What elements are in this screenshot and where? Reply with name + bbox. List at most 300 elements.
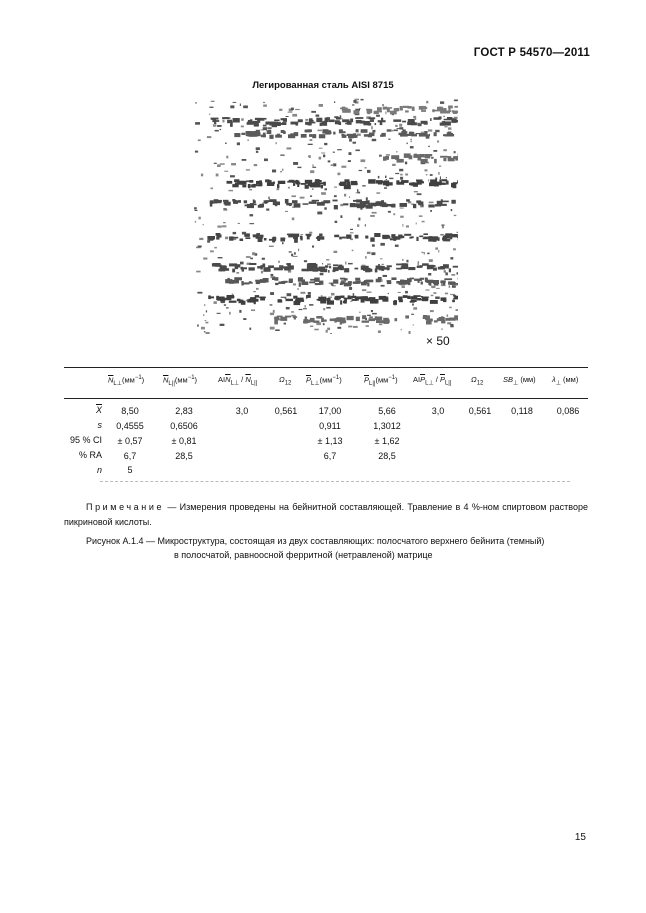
micrograph-speckle bbox=[276, 142, 277, 144]
micrograph-speckle bbox=[263, 125, 267, 127]
micrograph-band-grain bbox=[207, 236, 214, 240]
micrograph-speckle bbox=[340, 204, 343, 206]
micrograph-speckle bbox=[323, 323, 325, 325]
micrograph-band-grain bbox=[381, 267, 384, 271]
micrograph-band-grain bbox=[299, 282, 301, 287]
micrograph-band-grain bbox=[301, 134, 307, 138]
micrograph-band-grain bbox=[220, 268, 225, 272]
micrograph-band-grain bbox=[253, 236, 259, 238]
micrograph-band-grain bbox=[272, 277, 277, 280]
micrograph-band-grain bbox=[425, 278, 428, 280]
micrograph-speckle bbox=[349, 139, 352, 142]
micrograph-band-grain bbox=[372, 130, 375, 133]
micrograph-band-grain bbox=[233, 200, 237, 203]
micrograph-band-grain bbox=[258, 205, 263, 208]
micrograph-band-grain bbox=[232, 269, 235, 273]
micrograph-speckle bbox=[457, 278, 458, 279]
micrograph-band-grain bbox=[333, 264, 338, 266]
micrograph-band-grain bbox=[445, 318, 450, 321]
micrograph-band-grain bbox=[369, 117, 376, 119]
micrograph-speckle bbox=[371, 126, 373, 129]
micrograph-band-grain bbox=[222, 117, 229, 119]
micrograph-band-grain bbox=[366, 200, 370, 204]
micrograph-speckle bbox=[308, 292, 311, 295]
micrograph-band-grain bbox=[321, 297, 326, 301]
micrograph-speckle bbox=[414, 191, 418, 192]
micrograph-speckle bbox=[437, 141, 439, 143]
micrograph-band-grain bbox=[317, 299, 321, 301]
micrograph-speckle bbox=[209, 107, 213, 108]
micrograph-band-grain bbox=[440, 110, 446, 114]
micrograph-band-grain bbox=[434, 117, 441, 120]
micrograph-band-grain bbox=[423, 297, 429, 299]
micrograph-speckle bbox=[388, 293, 389, 294]
micrograph-band-grain bbox=[362, 315, 366, 319]
micrograph-speckle bbox=[371, 310, 373, 312]
micrograph-speckle bbox=[418, 261, 420, 264]
micrograph-speckle bbox=[304, 260, 307, 262]
micrograph-speckle bbox=[312, 164, 313, 167]
micrograph-speckle bbox=[292, 218, 295, 221]
row-label-ra: % RA bbox=[78, 450, 102, 460]
header-omega-2: $\Omega_{12}$ bbox=[471, 375, 484, 387]
micrograph-speckle bbox=[322, 263, 323, 264]
micrograph-speckle bbox=[410, 139, 412, 141]
micrograph-band-grain bbox=[384, 319, 389, 324]
micrograph-band-grain bbox=[310, 318, 315, 322]
micrograph-speckle bbox=[254, 164, 258, 166]
figure-title: Легированная сталь AISI 8715 bbox=[252, 80, 394, 91]
micrograph-speckle bbox=[217, 125, 222, 127]
micrograph-speckle bbox=[217, 313, 221, 314]
micrograph-band-grain bbox=[291, 122, 299, 125]
micrograph-band-grain bbox=[456, 318, 458, 321]
table-cell: 3,0 bbox=[235, 406, 249, 416]
micrograph-band-grain bbox=[361, 129, 368, 133]
micrograph-speckle bbox=[195, 221, 196, 223]
micrograph-speckle bbox=[198, 246, 202, 248]
micrograph-band-grain bbox=[340, 267, 344, 270]
micrograph-band-grain bbox=[214, 122, 216, 124]
table-cell: ± 0,81 bbox=[171, 436, 197, 446]
micrograph-band-grain bbox=[369, 297, 376, 301]
micrograph-speckle bbox=[211, 188, 213, 190]
micrograph-speckle bbox=[405, 174, 408, 176]
micrograph-speckle bbox=[381, 285, 385, 287]
micrograph-speckle bbox=[430, 174, 433, 176]
micrograph-speckle bbox=[249, 189, 252, 190]
micrograph-band-grain bbox=[424, 131, 427, 135]
micrograph-speckle bbox=[372, 244, 375, 246]
micrograph-band-grain bbox=[346, 235, 351, 239]
micrograph-band-grain bbox=[295, 135, 298, 137]
micrograph-speckle bbox=[399, 124, 402, 127]
micrograph-band-grain bbox=[319, 134, 325, 138]
micrograph-band-grain bbox=[421, 159, 428, 163]
micrograph-band-grain bbox=[313, 182, 316, 185]
micrograph-speckle bbox=[210, 250, 214, 252]
micrograph-band-grain bbox=[298, 277, 303, 282]
magnification-label: × 50 bbox=[426, 334, 450, 348]
micrograph-band-grain bbox=[318, 119, 323, 122]
micrograph-band-grain bbox=[442, 179, 447, 181]
micrograph-speckle bbox=[425, 169, 428, 171]
micrograph-band-grain bbox=[431, 265, 436, 267]
micrograph-band-grain bbox=[278, 181, 286, 184]
micrograph-speckle bbox=[401, 329, 402, 331]
micrograph-speckle bbox=[330, 333, 332, 334]
micrograph-band-grain bbox=[357, 117, 364, 119]
micrograph-speckle bbox=[291, 108, 294, 110]
micrograph-speckle bbox=[440, 101, 444, 104]
micrograph-speckle bbox=[251, 310, 255, 311]
standard-code: ГОСТ Р 54570—2011 bbox=[473, 47, 590, 59]
micrograph-band-grain bbox=[325, 118, 328, 122]
micrograph-band-grain bbox=[257, 118, 263, 120]
micrograph-speckle bbox=[378, 176, 380, 179]
micrograph-speckle bbox=[205, 322, 208, 324]
micrograph-band-grain bbox=[411, 296, 418, 299]
micrograph-speckle bbox=[449, 285, 451, 287]
micrograph-band-grain bbox=[355, 278, 360, 281]
table-cell: 0,6506 bbox=[170, 421, 198, 431]
micrograph-band-grain bbox=[387, 282, 391, 284]
micrograph-band-grain bbox=[339, 183, 345, 185]
micrograph-speckle bbox=[194, 207, 197, 209]
micrograph-band-grain bbox=[358, 205, 366, 208]
micrograph-band-grain bbox=[420, 154, 425, 157]
micrograph-speckle bbox=[428, 129, 432, 131]
micrograph-speckle bbox=[427, 253, 429, 255]
micrograph-speckle bbox=[243, 318, 246, 320]
micrograph-band-grain bbox=[280, 123, 286, 125]
micrograph-speckle bbox=[329, 266, 331, 269]
micrograph-band-grain bbox=[355, 268, 359, 270]
micrograph-band-grain bbox=[261, 135, 266, 138]
micrograph-speckle bbox=[353, 293, 355, 296]
micrograph-band-grain bbox=[234, 277, 242, 280]
micrograph-speckle bbox=[284, 323, 286, 325]
note-text: — Измерения проведены на бейнитной составляющей. Травление в 4 %-ном спиртовом растворе пикриновой кислоты. bbox=[64, 502, 588, 527]
micrograph-band-grain bbox=[309, 134, 312, 137]
micrograph-band-grain bbox=[365, 298, 369, 301]
row-label-s: s bbox=[97, 420, 102, 430]
micrograph-speckle bbox=[457, 272, 459, 274]
micrograph-speckle bbox=[248, 139, 249, 141]
micrograph-speckle bbox=[438, 250, 439, 253]
micrograph-band-grain bbox=[387, 267, 389, 270]
micrograph-band-grain bbox=[376, 320, 384, 323]
micrograph-speckle bbox=[198, 139, 201, 141]
micrograph-speckle bbox=[242, 159, 247, 161]
micrograph-speckle bbox=[334, 251, 338, 253]
micrograph-speckle bbox=[225, 237, 228, 240]
micrograph-speckle bbox=[367, 292, 372, 293]
micrograph-speckle bbox=[325, 188, 328, 190]
table-cell: 17,00 bbox=[318, 406, 342, 416]
micrograph-speckle bbox=[236, 272, 239, 274]
micrograph-speckle bbox=[223, 222, 226, 223]
micrograph-speckle bbox=[310, 139, 313, 140]
micrograph-band-grain bbox=[403, 134, 410, 136]
micrograph-band-grain bbox=[391, 205, 393, 207]
micrograph-band-grain bbox=[401, 280, 403, 282]
micrograph-band-grain bbox=[356, 199, 362, 202]
header-omega-1: $\Omega_{12}$ bbox=[279, 375, 292, 387]
micrograph-band-grain bbox=[443, 158, 446, 161]
micrograph-speckle bbox=[424, 252, 425, 255]
table-cell: 28,5 bbox=[175, 451, 193, 461]
micrograph-speckle bbox=[395, 173, 399, 174]
micrograph-speckle bbox=[319, 104, 323, 107]
micrograph-band-grain bbox=[379, 155, 382, 157]
micrograph-speckle bbox=[334, 187, 337, 188]
micrograph-speckle bbox=[335, 221, 338, 223]
micrograph-band-grain bbox=[394, 300, 397, 302]
micrograph-speckle bbox=[392, 130, 393, 132]
micrograph-band-grain bbox=[344, 298, 347, 302]
micrograph-speckle bbox=[372, 212, 377, 214]
micrograph-band-grain bbox=[285, 199, 289, 204]
micrograph-speckle bbox=[406, 260, 408, 263]
micrograph-speckle bbox=[428, 273, 431, 276]
micrograph-speckle bbox=[291, 195, 296, 197]
micrograph-speckle bbox=[240, 104, 241, 107]
micrograph-band-grain bbox=[422, 122, 425, 124]
header-ai-p: $AI\overline{P}_{L\perp} / \overline{P}_{L||}$ bbox=[413, 375, 452, 387]
micrograph-band-grain bbox=[367, 283, 369, 287]
micrograph-band-grain bbox=[343, 203, 348, 205]
micrograph-band-grain bbox=[235, 266, 238, 269]
micrograph-speckle bbox=[430, 310, 434, 312]
micrograph-speckle bbox=[372, 139, 377, 141]
micrograph-speckle bbox=[411, 141, 412, 142]
micrograph-band-grain bbox=[412, 107, 415, 111]
micrograph-speckle bbox=[435, 247, 438, 249]
micrograph-band-grain bbox=[401, 131, 407, 133]
micrograph-speckle bbox=[297, 167, 301, 168]
micrograph-band-grain bbox=[287, 234, 292, 236]
micrograph-speckle bbox=[196, 271, 200, 273]
micrograph-speckle bbox=[357, 224, 359, 227]
micrograph-band-grain bbox=[298, 119, 303, 122]
micrograph-speckle bbox=[352, 250, 354, 252]
micrograph-band-grain bbox=[382, 235, 387, 239]
micrograph-speckle bbox=[206, 310, 207, 312]
micrograph-band-grain bbox=[384, 180, 389, 182]
table-cell: 3,0 bbox=[431, 406, 445, 416]
micrograph-band-grain bbox=[315, 283, 321, 285]
micrograph-speckle bbox=[220, 324, 225, 326]
micrograph-band-grain bbox=[333, 200, 338, 202]
micrograph-band-grain bbox=[404, 280, 410, 284]
micrograph-band-grain bbox=[400, 106, 403, 111]
micrograph-speckle bbox=[287, 147, 292, 149]
micrograph-speckle bbox=[406, 225, 409, 227]
micrograph-band-grain bbox=[361, 300, 365, 302]
micrograph-band-grain bbox=[396, 281, 400, 284]
micrograph-band-grain bbox=[340, 321, 342, 325]
micrograph-speckle bbox=[362, 185, 366, 186]
micrograph-speckle bbox=[382, 104, 384, 106]
micrograph-band-grain bbox=[364, 201, 366, 204]
micrograph-band-grain bbox=[281, 118, 284, 120]
micrograph-band-grain bbox=[325, 265, 328, 267]
micrograph-speckle bbox=[289, 251, 292, 253]
micrograph-speckle bbox=[440, 234, 444, 235]
micrograph-band-grain bbox=[351, 135, 357, 138]
micrograph-band-grain bbox=[429, 183, 434, 187]
micrograph-speckle bbox=[451, 274, 455, 276]
micrograph-speckle bbox=[214, 163, 217, 164]
header-p-par: $\overline{P}_{L||}(мм^{-1})$ bbox=[364, 375, 398, 387]
micrograph-band-grain bbox=[377, 201, 384, 205]
micrograph-band-grain bbox=[386, 107, 392, 109]
micrograph-speckle bbox=[279, 109, 282, 111]
micrograph-speckle bbox=[402, 259, 403, 261]
micrograph-speckle bbox=[328, 270, 330, 273]
micrograph-speckle bbox=[331, 164, 334, 166]
micrograph-band-grain bbox=[262, 264, 265, 268]
micrograph-speckle bbox=[238, 223, 240, 224]
micrograph-speckle bbox=[246, 256, 251, 258]
micrograph-speckle bbox=[204, 331, 205, 332]
micrograph-speckle bbox=[261, 271, 263, 274]
micrograph-speckle bbox=[453, 248, 456, 250]
micrograph-band-grain bbox=[248, 184, 251, 188]
micrograph-speckle bbox=[285, 211, 288, 212]
micrograph-speckle bbox=[433, 292, 436, 294]
micrograph-band-grain bbox=[297, 184, 299, 187]
micrograph-speckle bbox=[250, 214, 254, 216]
micrograph-band-grain bbox=[285, 266, 291, 269]
figure-caption bbox=[86, 534, 586, 562]
micrograph-speckle bbox=[319, 148, 323, 149]
micrograph-speckle bbox=[241, 118, 244, 121]
micrograph-band-grain bbox=[274, 318, 278, 320]
micrograph-speckle bbox=[457, 232, 458, 233]
micrograph-speckle bbox=[370, 215, 375, 217]
micrograph-band-grain bbox=[213, 200, 221, 203]
micrograph-band-grain bbox=[321, 318, 324, 322]
micrograph-speckle bbox=[270, 304, 273, 305]
micrograph-speckle bbox=[447, 322, 451, 324]
micrograph-band-grain bbox=[453, 298, 458, 300]
micrograph-band-grain bbox=[309, 281, 315, 283]
micrograph-speckle bbox=[328, 297, 332, 298]
micrograph-speckle bbox=[256, 288, 259, 290]
micrograph-band-grain bbox=[331, 283, 333, 286]
micrograph-speckle bbox=[413, 116, 416, 118]
micrograph-speckle bbox=[318, 130, 322, 132]
micrograph-speckle bbox=[355, 99, 360, 101]
micrograph-speckle bbox=[230, 175, 235, 177]
micrograph-speckle bbox=[392, 164, 396, 166]
micrograph-speckle bbox=[300, 197, 305, 199]
micrograph-speckle bbox=[428, 162, 429, 164]
micrograph-band-grain bbox=[257, 266, 262, 268]
micrograph-speckle bbox=[209, 114, 210, 115]
micrograph-band-grain bbox=[413, 204, 416, 208]
micrograph-band-grain bbox=[426, 134, 430, 138]
micrograph-band-grain bbox=[232, 184, 238, 187]
micrograph-band-grain bbox=[403, 296, 411, 298]
micrograph-speckle bbox=[220, 129, 222, 130]
micrograph-band-grain bbox=[282, 266, 285, 268]
micrograph-speckle bbox=[352, 104, 354, 106]
micrograph-band-grain bbox=[422, 204, 424, 206]
micrograph-band-grain bbox=[362, 321, 369, 323]
micrograph-band-grain bbox=[246, 131, 251, 135]
micrograph-speckle bbox=[450, 257, 453, 259]
micrograph-band-grain bbox=[375, 268, 378, 272]
micrograph-speckle bbox=[421, 132, 424, 133]
micrograph-speckle bbox=[435, 178, 437, 180]
micrograph-band-grain bbox=[255, 122, 258, 125]
micrograph-band-grain bbox=[274, 120, 280, 122]
micrograph-speckle bbox=[400, 174, 402, 176]
micrograph-speckle bbox=[375, 123, 377, 125]
micrograph-speckle bbox=[359, 312, 361, 313]
micrograph-speckle bbox=[211, 101, 215, 102]
micrograph-speckle bbox=[243, 106, 248, 109]
table-cell: 0,086 bbox=[556, 406, 580, 416]
micrograph-band-grain bbox=[241, 281, 243, 286]
micrograph-speckle bbox=[349, 287, 352, 290]
micrograph-speckle bbox=[328, 160, 331, 162]
micrograph-speckle bbox=[256, 151, 258, 153]
micrograph-speckle bbox=[201, 327, 205, 330]
micrograph-band-grain bbox=[411, 236, 414, 238]
micrograph-band-grain bbox=[431, 157, 434, 159]
micrograph-speckle bbox=[295, 109, 300, 110]
micrograph-speckle bbox=[326, 307, 330, 309]
micrograph-speckle bbox=[312, 246, 314, 248]
micrograph-band-grain bbox=[317, 236, 324, 239]
micrograph-speckle bbox=[327, 264, 331, 266]
micrograph-band-grain bbox=[240, 239, 244, 242]
micrograph-speckle bbox=[327, 328, 330, 331]
micrograph-speckle bbox=[293, 162, 298, 165]
micrograph-speckle bbox=[293, 283, 296, 285]
micrograph-band-grain bbox=[369, 316, 373, 318]
micrograph-band-grain bbox=[457, 236, 458, 238]
micrograph-speckle bbox=[195, 151, 198, 153]
micrograph-band-grain bbox=[410, 301, 415, 303]
micrograph-band-grain bbox=[399, 300, 403, 303]
micrograph-band-grain bbox=[320, 269, 327, 273]
micrograph-speckle bbox=[264, 159, 268, 162]
micrograph-band-grain bbox=[379, 296, 387, 300]
micrograph-band-grain bbox=[435, 130, 439, 132]
micrograph-band-grain bbox=[208, 296, 214, 298]
micrograph-band-grain bbox=[339, 122, 342, 126]
micrograph-band-grain bbox=[309, 202, 317, 204]
micrograph-band-grain bbox=[288, 134, 295, 138]
micrograph-band-grain bbox=[274, 267, 281, 270]
table-cell: 8,50 bbox=[121, 406, 139, 416]
micrograph-band-grain bbox=[451, 120, 458, 123]
micrograph-band-grain bbox=[443, 237, 447, 241]
micrograph-speckle bbox=[428, 146, 430, 147]
micrograph-speckle bbox=[383, 275, 387, 277]
micrograph-band-grain bbox=[308, 263, 316, 267]
micrograph-band-grain bbox=[366, 236, 369, 239]
micrograph-speckle bbox=[229, 190, 234, 191]
micrograph-band-grain bbox=[350, 203, 356, 207]
micrograph-speckle bbox=[217, 226, 221, 228]
micrograph-speckle bbox=[446, 177, 447, 178]
